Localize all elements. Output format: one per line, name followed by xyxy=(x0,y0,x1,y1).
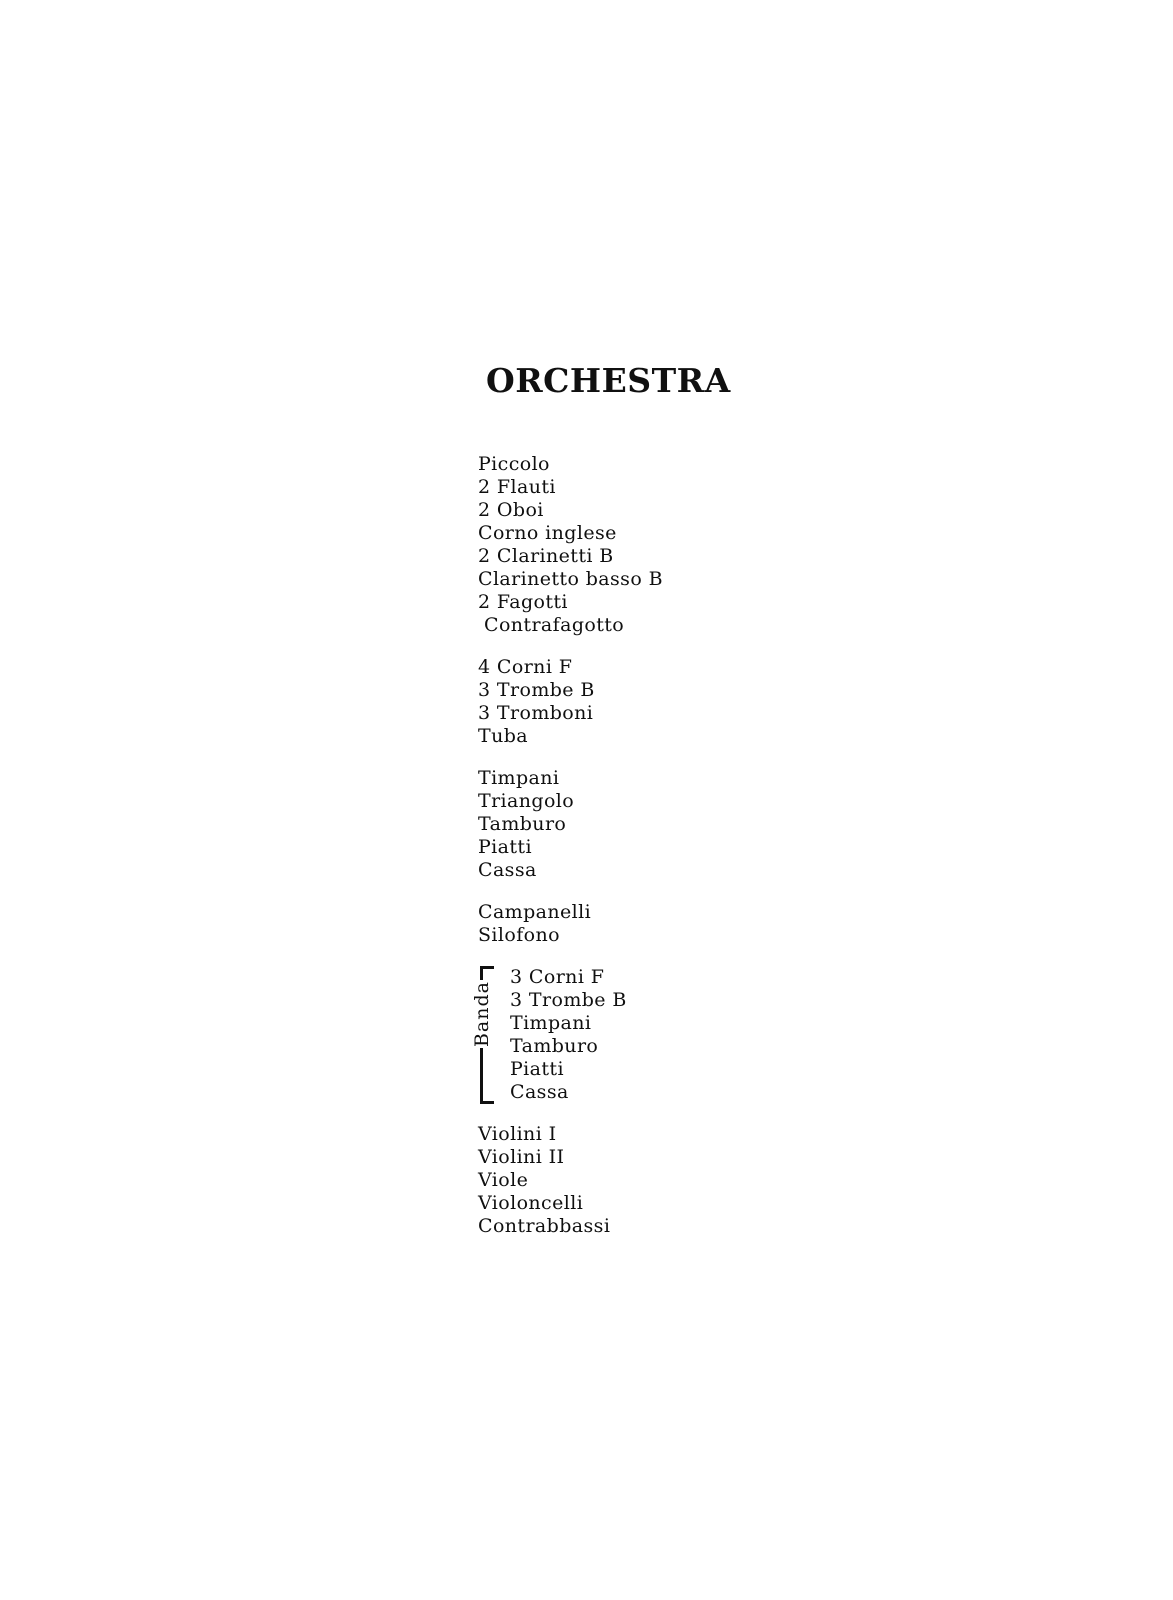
strings-group xyxy=(478,1123,731,1238)
instrument-item: Corno inglese xyxy=(478,522,617,544)
instrument-item: Clarinetto basso B xyxy=(478,568,663,590)
instrument-item: 2 Clarinetti B xyxy=(478,545,614,567)
percussion-group xyxy=(478,767,731,882)
instrument-item: Violini II xyxy=(478,1146,565,1168)
banda-group xyxy=(470,966,731,1104)
banda-items xyxy=(510,966,627,1104)
instrument-item: Tuba xyxy=(478,725,528,747)
instrument-item: Piccolo xyxy=(478,453,550,475)
page-title: ORCHESTRA xyxy=(486,361,731,400)
banda-bracket-top-corner xyxy=(480,966,494,980)
instrument-item: 3 Corni F xyxy=(510,966,605,988)
instrument-item: Contrafagotto xyxy=(484,614,625,636)
instrument-item: Tamburo xyxy=(510,1035,599,1057)
banda-bracket xyxy=(470,966,500,1104)
woodwinds-group xyxy=(478,453,731,637)
brass-group xyxy=(478,656,731,748)
instrument-item: Timpani xyxy=(478,767,560,789)
banda-label: Banda xyxy=(471,981,493,1048)
instrumentation-content xyxy=(471,361,731,1238)
instrument-item: Contrabbassi xyxy=(478,1215,611,1237)
instrument-item: 3 Tromboni xyxy=(478,702,594,724)
mallet-percussion-group xyxy=(478,901,731,947)
instrument-item: 4 Corni F xyxy=(478,656,573,678)
instrument-item: Piatti xyxy=(478,836,532,858)
instrument-item: Triangolo xyxy=(478,790,575,812)
instrument-item: Piatti xyxy=(510,1058,564,1080)
instrument-item: Viole xyxy=(478,1169,529,1191)
instrument-item: 2 Oboi xyxy=(478,499,544,521)
instrument-item: Campanelli xyxy=(478,901,592,923)
instrument-item: Cassa xyxy=(510,1081,569,1103)
instrument-item: 3 Trombe B xyxy=(478,679,595,701)
instrument-item: Violoncelli xyxy=(478,1192,584,1214)
instrument-item: Timpani xyxy=(510,1012,592,1034)
banda-bracket-bottom-corner xyxy=(480,1048,494,1104)
instrument-item: Cassa xyxy=(478,859,537,881)
instrument-item: 2 Fagotti xyxy=(478,591,568,613)
instrument-item: 2 Flauti xyxy=(478,476,556,498)
instrument-item: Tamburo xyxy=(478,813,567,835)
instrument-item: Silofono xyxy=(478,924,560,946)
instrument-item: Violini I xyxy=(478,1123,557,1145)
instrument-item: 3 Trombe B xyxy=(510,989,627,1011)
